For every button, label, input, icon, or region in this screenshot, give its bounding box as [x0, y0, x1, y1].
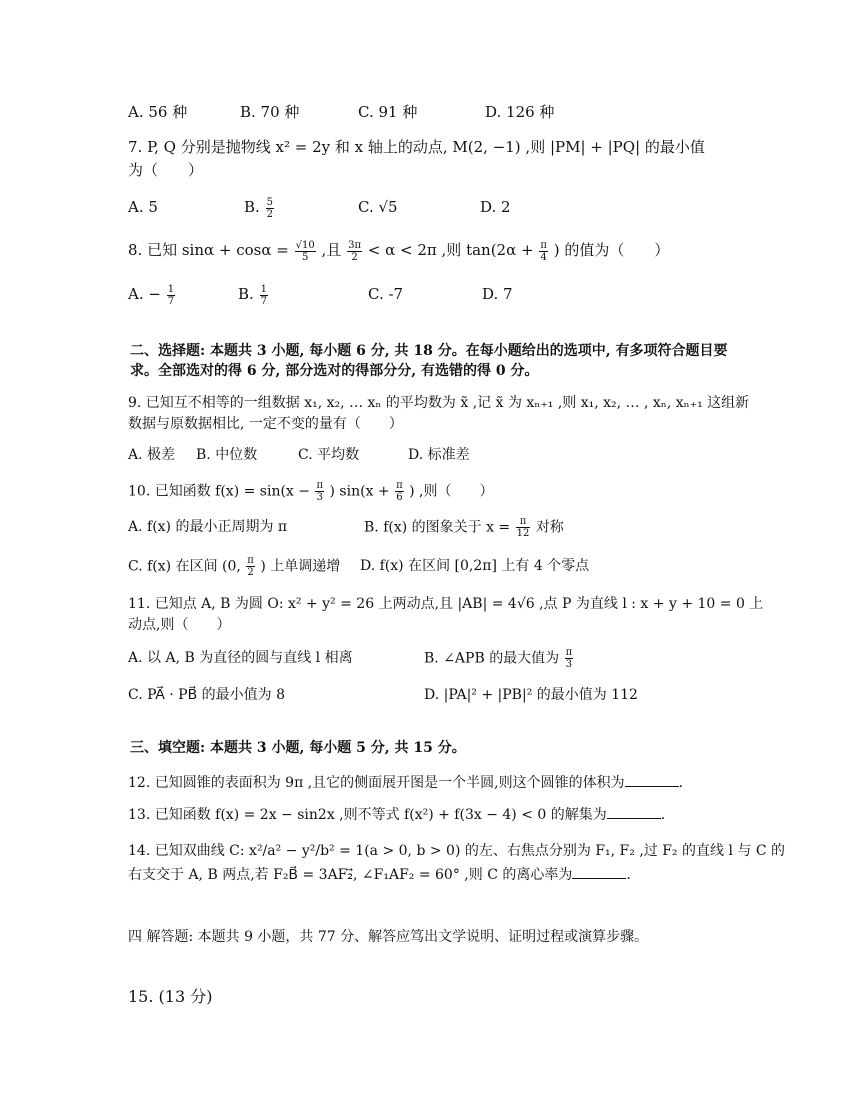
fraction-numerator: π: [565, 647, 573, 658]
q10-fraction-1: [315, 480, 324, 503]
fraction-numerator: 3π: [348, 239, 362, 251]
q10-option-b: [364, 516, 564, 539]
q8-text-1: 8. 已知 sinα + cosα =: [128, 241, 289, 259]
q8-text-2: ,且: [321, 241, 342, 259]
q10-option-c-text-2: ) 上单调递增: [260, 558, 341, 575]
fraction-numerator: π: [316, 480, 324, 491]
q8-option-b: [238, 283, 269, 307]
q6-option-a: A. 56 种: [128, 103, 188, 121]
q11-option-a: A. 以 A, B 为直径的圆与直线 l 相离: [128, 650, 353, 666]
q13-text: 13. 已知函数 f(x) = 2x − sin2x ,则不等式 f(x²) + f(3x − 4) < 0 的解集为: [128, 807, 607, 823]
q9-option-a: A. 极差: [128, 447, 176, 463]
q6-option-c: C. 91 种: [358, 103, 418, 121]
q8-option-a: [128, 283, 176, 307]
q8-stem: [128, 239, 669, 263]
q7-option-b: [244, 196, 275, 220]
q11-option-d: D. |PA|² + |PB|² 的最小值为 112: [424, 687, 638, 703]
q9-option-c: C. 平均数: [298, 447, 360, 463]
fraction-numerator: π: [396, 480, 403, 491]
q11-option-b-fraction: [565, 647, 574, 670]
q12-text: 12. 已知圆锥的表面积为 9π ,且它的侧面展开图是一个半圆,则这个圆锥的体积为: [128, 775, 625, 791]
q7-option-d: D. 2: [480, 198, 511, 216]
q12-stem: [128, 772, 683, 794]
fraction-numerator: 1: [167, 283, 175, 295]
q9-stem-line2: 数据与原数据相比, 一定不变的量有（ ）: [128, 416, 403, 432]
q11-option-c: C. PA⃗ · PB⃗ 的最小值为 8: [128, 687, 286, 703]
q7-option-b-label: B.: [244, 198, 260, 216]
fraction-denominator: 6: [396, 492, 403, 503]
fraction-denominator: 4: [540, 251, 547, 263]
q11-option-b-text: B. ∠APB 的最大值为: [424, 650, 560, 667]
q13-period: .: [660, 807, 666, 823]
fraction-denominator: 2: [351, 251, 358, 263]
fraction-denominator: 3: [565, 659, 573, 670]
q10-option-b-fraction: [516, 516, 531, 539]
q10-option-a: A. f(x) 的最小正周期为 π: [128, 519, 288, 535]
q6-option-b: B. 70 种: [240, 103, 300, 121]
q8-text-3: < α < 2π ,则 tan(2α +: [367, 241, 534, 259]
q10-option-b-text-1: B. f(x) 的图象关于 x =: [364, 519, 511, 536]
fraction-denominator: 7: [260, 295, 267, 307]
q8-fraction-2: [347, 240, 362, 263]
fraction-numerator: √10: [295, 239, 315, 251]
q12-period: .: [678, 775, 684, 791]
q8-option-b-label: B.: [238, 285, 254, 303]
q9-option-d: D. 标准差: [408, 447, 470, 463]
q10-option-b-text-2: 对称: [535, 519, 564, 536]
q10-stem: [128, 480, 494, 503]
q13-stem: [128, 804, 665, 826]
q10-text-3: ) ,则（ ）: [409, 483, 494, 500]
section4-heading: 四 解答题: 本题共 9 小题，共 77 分、解答应笃出文学说明、证明过程或演算步骤。: [128, 929, 649, 945]
q14-period: .: [626, 867, 631, 883]
fraction-denominator: 5: [301, 251, 309, 263]
q6-option-d: D. 126 种: [485, 103, 555, 121]
q8-option-a-fraction: [167, 284, 175, 307]
q7-option-c: C. √5: [358, 198, 398, 216]
section2-heading-line2: 求。全部选对的得 6 分, 部分选对的得部分分, 有选错的得 0 分。: [130, 363, 539, 379]
q10-option-c-fraction: [246, 555, 255, 578]
q10-fraction-2: [395, 480, 404, 503]
fraction-denominator: 2: [247, 567, 254, 578]
q9-stem-line1: 9. 已知互不相等的一组数据 x₁, x₂, … xₙ 的平均数为 x̃ ,记 x̃ 为 xₙ₊₁ ,则 x₁, x₂, … , xₙ, xₙ₊₁ 这组新: [128, 395, 750, 411]
q11-option-b: [424, 647, 574, 670]
q8-fraction-1: [295, 240, 316, 263]
q8-option-c: C. -7: [368, 285, 404, 303]
q14-answer-blank: [572, 864, 626, 879]
q15-title: 15. (13 分): [128, 987, 213, 1006]
fraction-denominator: 2: [266, 208, 273, 220]
q10-option-c-text-1: C. f(x) 在区间 (0,: [128, 558, 241, 575]
q10-option-c: [128, 555, 340, 578]
q13-answer-blank: [607, 804, 661, 819]
q8-text-4: ) 的值为（ ）: [553, 241, 670, 259]
fraction-numerator: 5: [266, 196, 273, 208]
section3-heading: 三、填空题: 本题共 3 小题, 每小题 5 分, 共 15 分。: [130, 740, 466, 756]
q11-stem-line2: 动点,则（ ）: [128, 617, 231, 633]
fraction-numerator: π: [540, 239, 547, 251]
q8-option-d: D. 7: [482, 285, 513, 303]
fraction-numerator: 1: [260, 283, 267, 295]
q10-option-d: D. f(x) 在区间 [0,2π] 上有 4 个零点: [360, 558, 590, 574]
q12-answer-blank: [625, 772, 679, 787]
q14-stem-line2: [128, 864, 631, 886]
q14-stem-line1: 14. 已知双曲线 C: x²/a² − y²/b² = 1(a > 0, b > 0) 的左、右焦点分别为 F₁, F₂ ,过 F₂ 的直线 l 与 C 的: [128, 843, 785, 859]
q10-text-2: ) sin(x +: [329, 483, 390, 500]
q7-option-a: A. 5: [128, 198, 158, 216]
fraction-numerator: π: [516, 516, 531, 528]
section2-heading-line1: 二、选择题: 本题共 3 小题, 每小题 6 分, 共 18 分。在每小题给出的选项中, 有多项符合题目要: [130, 343, 728, 359]
fraction-denominator: 3: [316, 492, 323, 503]
fraction-numerator: π: [247, 555, 254, 566]
q8-option-b-fraction: [260, 284, 268, 307]
fraction-denominator: 7: [167, 295, 175, 307]
q14-text-2: 右支交于 A, B 两点,若 F₂B⃗ = 3AF₂⃗, ∠F₁AF₂ = 60° ,则 C 的离心率为: [128, 867, 573, 883]
q7-option-b-fraction: [266, 197, 274, 220]
q9-option-b: B. 中位数: [196, 447, 258, 463]
q7-stem-line2: 为（ ）: [128, 161, 204, 179]
q7-stem-line1: 7. P, Q 分别是抛物线 x² = 2y 和 x 轴上的动点, M(2, −1) ,则 |PM| + |PQ| 的最小值: [128, 138, 705, 156]
q10-text-1: 10. 已知函数 f(x) = sin(x −: [128, 483, 311, 500]
q8-fraction-3: [539, 240, 548, 263]
fraction-denominator: 12: [516, 528, 530, 539]
q11-stem-line1: 11. 已知点 A, B 为圆 O: x² + y² = 26 上两动点,且 |AB| = 4√6 ,点 P 为直线 l : x + y + 10 = 0 上: [128, 596, 764, 612]
q8-option-a-label: A. −: [128, 285, 161, 303]
